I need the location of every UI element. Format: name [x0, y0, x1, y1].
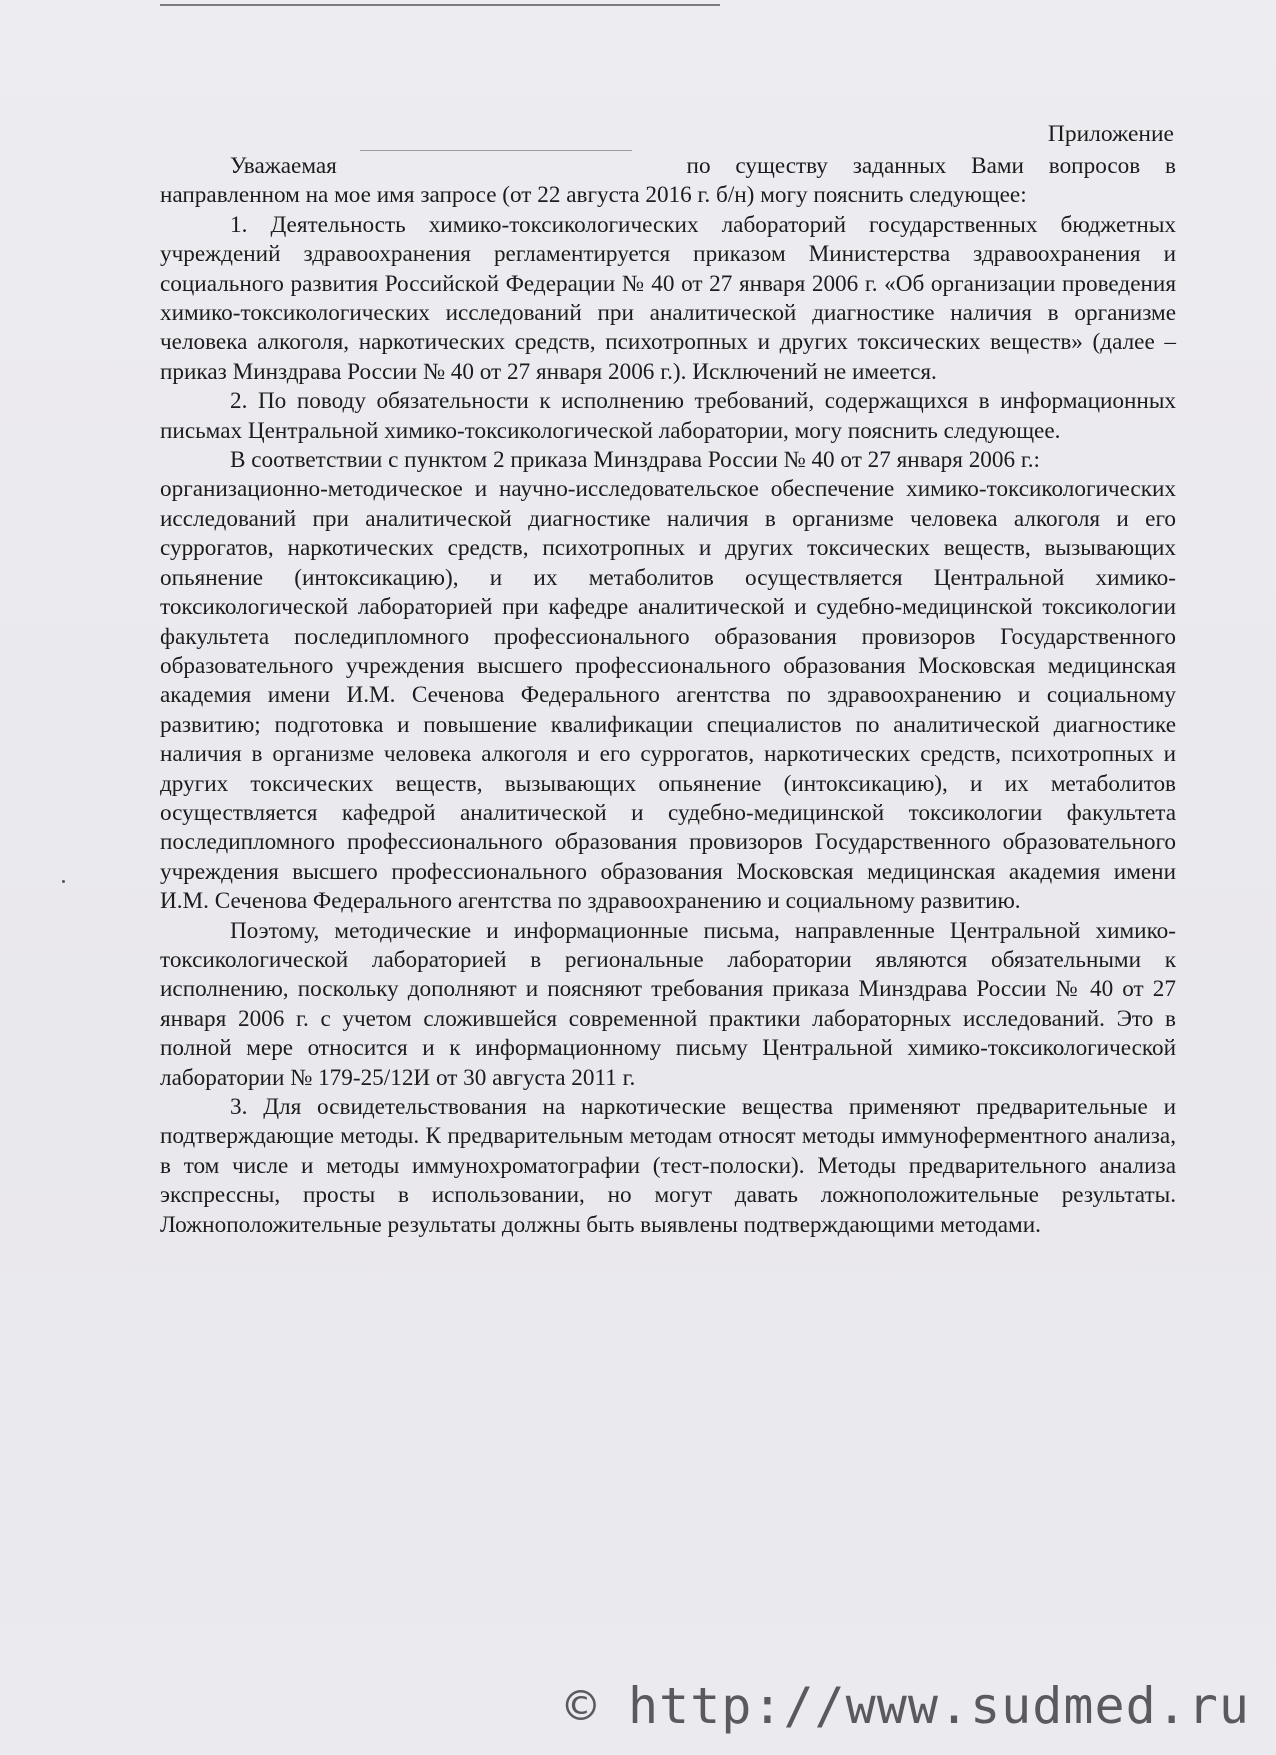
paragraph-0: по существу заданных Вами вопросов в направленном на мое имя запросе (от 22 августа 2016 г. б/н) могу пояснить следующее:	[160, 153, 1176, 209]
salutation-paragraph	[160, 152, 1176, 211]
paragraph-5: Поэтому, методические и информационные письма, направленные Центральной химико-токсикологической лабораторией в региональные лаборатории являются обязательными к исполнению, поскольку дополняют и поясняют требования приказа Минздрава России № 40 от 27 января 2006 г. с учетом сложившейся современной практики лабораторных исследований. Это в полной мере относится и к информационному письму Центральной химико-токсикологической лаборатории № 179-25/12И от 30 августа 2011 г.	[160, 917, 1176, 1091]
document-body	[160, 152, 1176, 1240]
scan-speck	[62, 880, 65, 883]
redaction-artifact-line	[360, 150, 632, 151]
top-scan-artifact-line	[160, 4, 720, 6]
paragraph-3: В соответствии с пунктом 2 приказа Минздрава России № 40 от 27 января 2006 г.:	[230, 447, 1040, 474]
redacted-name	[362, 157, 662, 179]
document-heading: Приложение	[1047, 121, 1174, 147]
paragraph-2: 2. По поводу обязательности к исполнению требований, содержащихся в информационных письмах Центральной химико-токсикологической лаборатории, могу пояснить следующее.	[160, 388, 1176, 444]
paragraph-6: 3. Для освидетельствования на наркотические вещества применяют предварительные и подтверждающие методы. К предварительным методам относят методы иммуноферментного анализа, в том числе и методы иммунохроматографии (тест-полоски). Методы предварительного анализа экспрессны, просты в использовании, но могут давать ложноположительные результаты. Ложноположительные результаты должны быть выявлены подтверждающими методами.	[160, 1094, 1176, 1238]
paragraph-1: 1. Деятельность химико-токсикологических лабораторий государственных бюджетных учреждений здравоохранения регламентируется приказом Министерства здравоохранения и социального развития Российской Федерации № 40 от 27 января 2006 г. «Об организации проведения химико-токсикологических исследований при аналитической диагностике наличия в организме человека алкоголя, наркотических средств, психотропных и других токсических веществ» (далее – приказ Минздрава России № 40 от 27 января 2006 г.). Исключений не имеется.	[160, 211, 1176, 385]
paragraph-4: организационно-методическое и научно-исследовательское обеспечение химико-токсикологических исследований при аналитической диагностике наличия в организме человека алкоголя и его суррогатов, наркотических средств, психотропных и других токсических веществ, вызывающих опьянение (интоксикацию), и их метаболитов осуществляется Центральной химико-токсикологической лабораторией при кафедре аналитической и судебно-медицинской токсикологии факультета последипломного профессионального образования провизоров Государственного образовательного учреждения высшего профессионального образования Московская медицинская академия имени И.М. Сеченова Федерального агентства по здравоохранению и социальному развитию; подготовка и повышение квалификации специалистов по аналитической диагностике наличия в организме человека алкоголя и его суррогатов, наркотических средств, психотропных и других токсических веществ, вызывающих опьянение (интоксикацию), и их метаболитов осуществляется кафедрой аналитической и судебно-медицинской токсикологии факультета последипломного профессионального образования провизоров Государственного образовательного учреждения высшего профессионального образования Московская медицинская академия имени И.М. Сеченова Федерального агентства по здравоохранению и социальному развитию.	[160, 476, 1176, 915]
site-watermark: © http://www.sudmed.ru	[565, 1677, 1250, 1735]
salutation-start: Уважаемая	[230, 153, 337, 179]
